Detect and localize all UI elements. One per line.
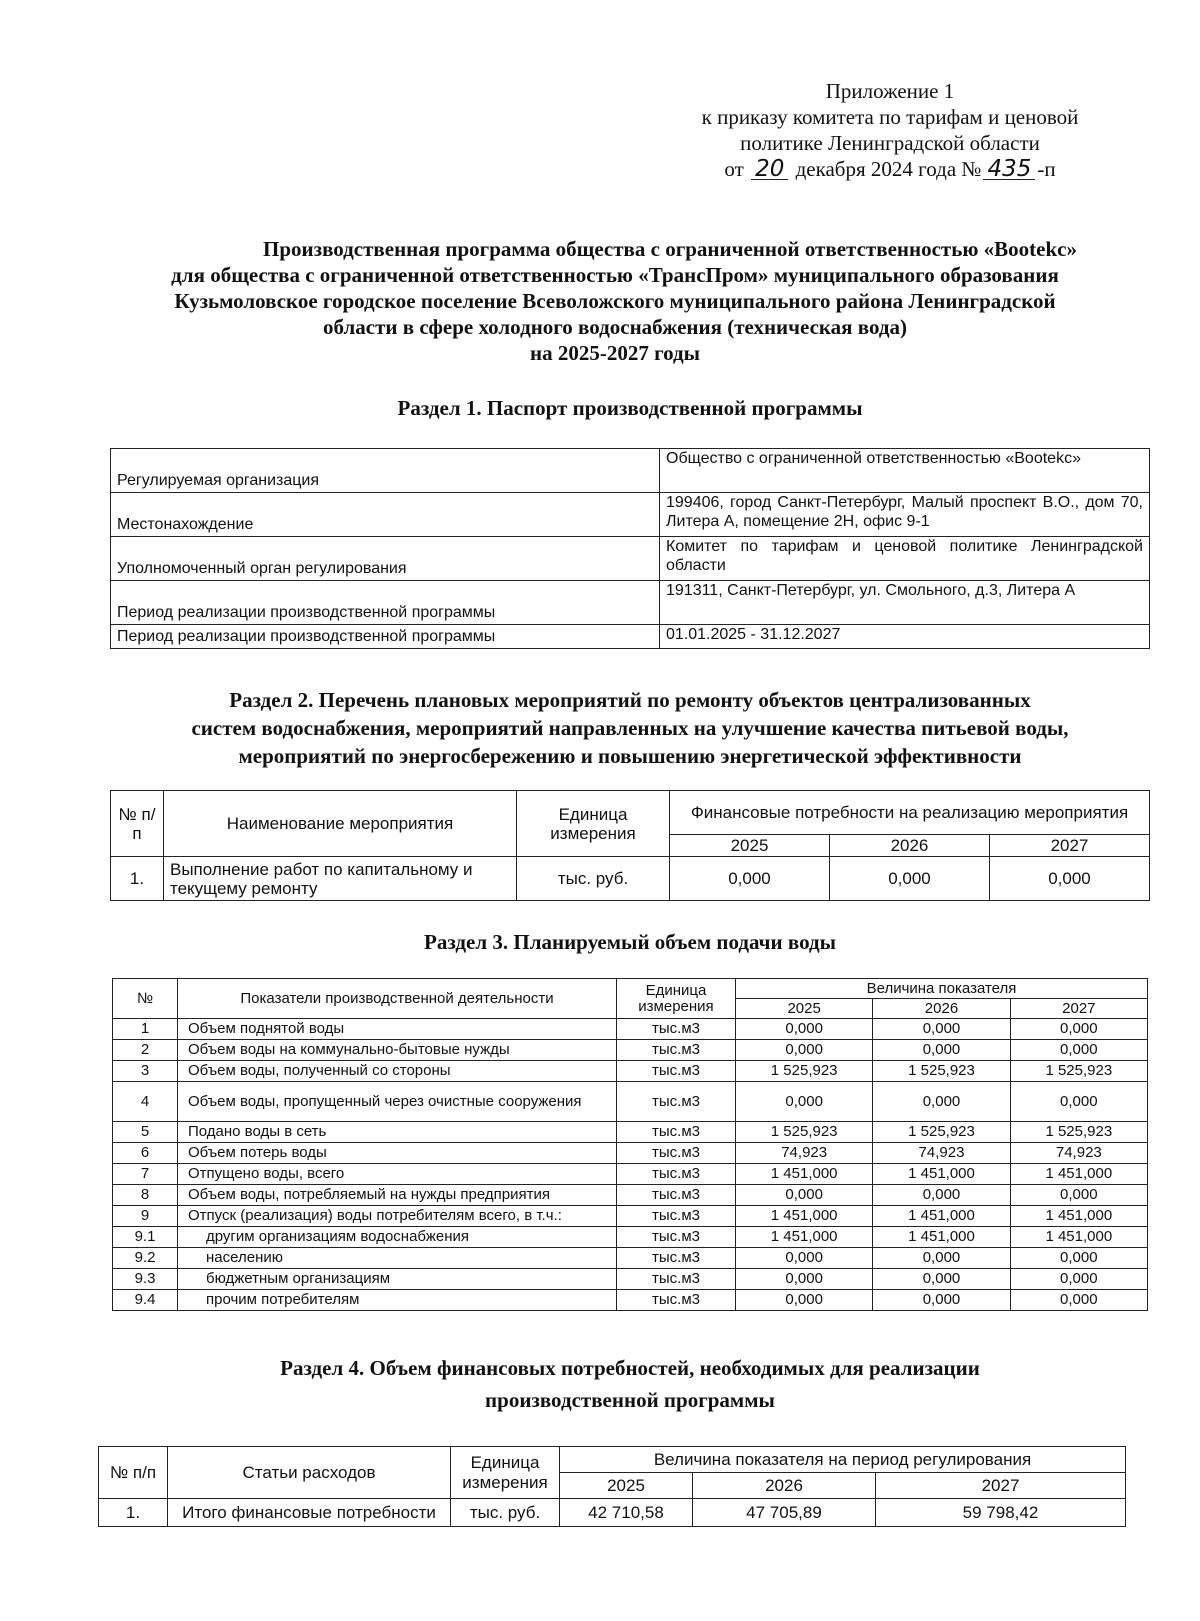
table-row xyxy=(111,493,1150,537)
passport-value: 01.01.2025 - 31.12.2027 xyxy=(660,625,1150,649)
table-row xyxy=(111,625,1150,649)
section2-heading-line2: систем водоснабжения, мероприятий направленных на улучшение качества питьевой воды, xyxy=(191,716,1069,740)
measures-table xyxy=(110,790,1150,901)
cell-name: Отпуск (реализация) воды потребителям всего, в т.ч.: xyxy=(178,1206,617,1227)
cell-2027: 0,000 xyxy=(989,857,1149,901)
cell-unit: тыс.м3 xyxy=(617,1122,736,1143)
section2-heading-line3: мероприятий по энергосбережению и повышению энергетической эффективности xyxy=(238,744,1022,768)
cell-name: прочим потребителям xyxy=(178,1290,617,1311)
cell-2026: 0,000 xyxy=(873,1019,1010,1040)
cell-2025: 1 451,000 xyxy=(736,1164,873,1185)
cell-2025: 0,000 xyxy=(736,1040,873,1061)
table-row xyxy=(113,1019,1148,1040)
section3-heading: Раздел 3. Планируемый объем подачи воды xyxy=(424,930,836,954)
cell-2026: 1 451,000 xyxy=(873,1164,1010,1185)
cell-2026: 0,000 xyxy=(873,1290,1010,1311)
cell-2025: 0,000 xyxy=(670,857,830,901)
header-unit: Единица измерения xyxy=(451,1447,560,1499)
cell-name: Итого финансовые потребности xyxy=(168,1499,451,1527)
cell-name: Объем воды, пропущенный через очистные сооружения xyxy=(178,1082,617,1122)
cell-unit: тыс.м3 xyxy=(617,1019,736,1040)
section4-heading xyxy=(110,1352,1150,1416)
appendix-date-line xyxy=(660,156,1120,182)
passport-key: Уполномоченный орган регулирования xyxy=(111,537,660,581)
cell-2026: 47 705,89 xyxy=(693,1499,876,1527)
header-year-2027: 2027 xyxy=(989,835,1149,857)
cell-unit: тыс. руб. xyxy=(517,857,670,901)
number-suffix: -п xyxy=(1037,157,1056,181)
appendix-line3: политике Ленинградской области xyxy=(740,131,1040,155)
header-year-2025: 2025 xyxy=(560,1473,693,1499)
cell-2025: 1 525,923 xyxy=(736,1122,873,1143)
cell-num: 6 xyxy=(113,1143,178,1164)
cell-unit: тыс.м3 xyxy=(617,1143,736,1164)
cell-unit: тыс.м3 xyxy=(617,1269,736,1290)
table-row xyxy=(113,1269,1148,1290)
financial-needs-table xyxy=(98,1446,1126,1527)
cell-name: Подано воды в сеть xyxy=(178,1122,617,1143)
cell-num: 1 xyxy=(113,1019,178,1040)
appendix-block xyxy=(660,78,1120,182)
section1-heading: Раздел 1. Паспорт производственной программы xyxy=(397,396,863,420)
cell-2025: 42 710,58 xyxy=(560,1499,693,1527)
handwritten-day: 20 xyxy=(751,159,788,180)
table-row xyxy=(113,1164,1148,1185)
cell-2026: 0,000 xyxy=(873,1248,1010,1269)
cell-2027: 0,000 xyxy=(1010,1290,1147,1311)
passport-value: 191311, Санкт-Петербург, ул. Смольного, д.3, Литера А xyxy=(660,581,1150,625)
header-year-2026: 2026 xyxy=(873,999,1010,1019)
cell-unit: тыс.м3 xyxy=(617,1248,736,1269)
section2-heading xyxy=(100,686,1160,770)
cell-2025: 0,000 xyxy=(736,1185,873,1206)
cell-unit: тыс.м3 xyxy=(617,1082,736,1122)
cell-2027: 0,000 xyxy=(1010,1248,1147,1269)
title-line1: Производственная программа общества с ограниченной ответственностью «Вootekc» xyxy=(263,237,1077,261)
appendix-line2: к приказу комитета по тарифам и ценовой xyxy=(701,105,1079,129)
header-num: № xyxy=(113,979,178,1019)
cell-unit: тыс.м3 xyxy=(617,1040,736,1061)
table-row xyxy=(113,1143,1148,1164)
header-unit: Единица измерения xyxy=(517,791,670,857)
cell-2027: 1 525,923 xyxy=(1010,1061,1147,1082)
table-row xyxy=(99,1499,1126,1527)
document-title xyxy=(100,236,1130,366)
cell-2026: 1 451,000 xyxy=(873,1206,1010,1227)
cell-2027: 0,000 xyxy=(1010,1269,1147,1290)
cell-unit: тыс.м3 xyxy=(617,1185,736,1206)
passport-value: Комитет по тарифам и ценовой политике Ленинградской области xyxy=(660,537,1150,581)
appendix-line1: Приложение 1 xyxy=(825,79,955,103)
table-row xyxy=(113,1122,1148,1143)
cell-name: Объем потерь воды xyxy=(178,1143,617,1164)
passport-key: Период реализации производственной программы xyxy=(111,625,660,649)
cell-name: населению xyxy=(178,1248,617,1269)
water-supply-rows xyxy=(113,1019,1148,1311)
cell-unit: тыс. руб. xyxy=(451,1499,560,1527)
header-year-2025: 2025 xyxy=(736,999,873,1019)
cell-num: 5 xyxy=(113,1122,178,1143)
table-row xyxy=(113,1290,1148,1311)
section4-heading-line1: Раздел 4. Объем финансовых потребностей, необходимых для реализации xyxy=(280,1356,980,1380)
cell-num: 9.2 xyxy=(113,1248,178,1269)
table-row xyxy=(113,1248,1148,1269)
cell-2025: 0,000 xyxy=(736,1082,873,1122)
table-row xyxy=(113,1206,1148,1227)
cell-2026: 0,000 xyxy=(873,1185,1010,1206)
cell-num: 1. xyxy=(111,857,164,901)
cell-2025: 0,000 xyxy=(736,1248,873,1269)
header-year-2027: 2027 xyxy=(1010,999,1147,1019)
cell-unit: тыс.м3 xyxy=(617,1061,736,1082)
table-row xyxy=(111,449,1150,493)
header-year-2027: 2027 xyxy=(876,1473,1126,1499)
cell-name: Объем воды, потребляемый на нужды предприятия xyxy=(178,1185,617,1206)
cell-name: Выполнение работ по капитальному и текущему ремонту xyxy=(164,857,517,901)
section4-heading-line2: производственной программы xyxy=(485,1388,775,1412)
header-name: Показатели производственной деятельности xyxy=(178,979,617,1019)
table-row xyxy=(113,1185,1148,1206)
title-line5: на 2025-2027 годы xyxy=(529,341,701,365)
passport-key: Период реализации производственной программы xyxy=(111,581,660,625)
cell-num: 2 xyxy=(113,1040,178,1061)
cell-2025: 1 451,000 xyxy=(736,1206,873,1227)
table-row xyxy=(111,581,1150,625)
cell-2027: 1 525,923 xyxy=(1010,1122,1147,1143)
cell-unit: тыс.м3 xyxy=(617,1206,736,1227)
title-line3: Кузьмоловское городское поселение Всеволожского муниципального района Ленинградской xyxy=(174,289,1056,313)
header-value: Величина показателя xyxy=(736,979,1148,999)
table-header-row xyxy=(99,1447,1126,1473)
cell-2026: 0,000 xyxy=(829,857,989,901)
passport-table xyxy=(110,448,1150,649)
table-row xyxy=(111,857,1150,901)
header-finance: Финансовые потребности на реализацию мероприятия xyxy=(670,791,1150,835)
cell-2025: 0,000 xyxy=(736,1269,873,1290)
cell-2027: 0,000 xyxy=(1010,1082,1147,1122)
table-header-row xyxy=(111,791,1150,835)
water-supply-table xyxy=(112,978,1148,1311)
passport-key: Регулируемая организация xyxy=(111,449,660,493)
cell-num: 1. xyxy=(99,1499,168,1527)
cell-2025: 1 525,923 xyxy=(736,1061,873,1082)
passport-key: Местонахождение xyxy=(111,493,660,537)
title-line4: области в сфере холодного водоснабжения (техническая вода) xyxy=(322,315,907,339)
header-year-2025: 2025 xyxy=(670,835,830,857)
cell-name: бюджетным организациям xyxy=(178,1269,617,1290)
cell-num: 9.1 xyxy=(113,1227,178,1248)
header-num: № п/п xyxy=(99,1447,168,1499)
cell-num: 9.4 xyxy=(113,1290,178,1311)
cell-2026: 1 451,000 xyxy=(873,1227,1010,1248)
cell-num: 9 xyxy=(113,1206,178,1227)
cell-unit: тыс.м3 xyxy=(617,1290,736,1311)
cell-num: 4 xyxy=(113,1082,178,1122)
cell-name: Объем поднятой воды xyxy=(178,1019,617,1040)
cell-name: Объем воды, полученный со стороны xyxy=(178,1061,617,1082)
cell-2027: 1 451,000 xyxy=(1010,1164,1147,1185)
table-row xyxy=(111,537,1150,581)
cell-unit: тыс.м3 xyxy=(617,1227,736,1248)
cell-2026: 1 525,923 xyxy=(873,1061,1010,1082)
date-prefix: от xyxy=(724,157,744,181)
cell-2027: 1 451,000 xyxy=(1010,1227,1147,1248)
table-row xyxy=(113,1061,1148,1082)
handwritten-number: 435 xyxy=(983,159,1035,180)
table-row xyxy=(113,1040,1148,1061)
cell-2025: 74,923 xyxy=(736,1143,873,1164)
cell-2026: 0,000 xyxy=(873,1040,1010,1061)
header-name: Статьи расходов xyxy=(168,1447,451,1499)
cell-num: 7 xyxy=(113,1164,178,1185)
header-year-2026: 2026 xyxy=(693,1473,876,1499)
cell-2026: 0,000 xyxy=(873,1082,1010,1122)
cell-name: другим организациям водоснабжения xyxy=(178,1227,617,1248)
date-middle: декабря 2024 года № xyxy=(795,157,982,181)
cell-name: Объем воды на коммунально-бытовые нужды xyxy=(178,1040,617,1061)
cell-2027: 1 451,000 xyxy=(1010,1206,1147,1227)
cell-2027: 0,000 xyxy=(1010,1185,1147,1206)
passport-value: 199406, город Санкт-Петербург, Малый проспект В.О., дом 70, Литера А, помещение 2Н, офис 9-1 xyxy=(660,493,1150,537)
passport-value: Общество с ограниченной ответственностью «Вootekc» xyxy=(660,449,1150,493)
header-value: Величина показателя на период регулирования xyxy=(560,1447,1126,1473)
table-row xyxy=(113,1082,1148,1122)
cell-2026: 74,923 xyxy=(873,1143,1010,1164)
header-num: № п/п xyxy=(111,791,164,857)
table-row xyxy=(113,1227,1148,1248)
cell-unit: тыс.м3 xyxy=(617,1164,736,1185)
header-year-2026: 2026 xyxy=(829,835,989,857)
cell-num: 9.3 xyxy=(113,1269,178,1290)
cell-2027: 0,000 xyxy=(1010,1040,1147,1061)
section2-heading-line1: Раздел 2. Перечень плановых мероприятий по ремонту объектов централизованных xyxy=(229,688,1031,712)
header-unit: Единица измерения xyxy=(617,979,736,1019)
cell-2025: 0,000 xyxy=(736,1290,873,1311)
cell-2026: 0,000 xyxy=(873,1269,1010,1290)
cell-2025: 1 451,000 xyxy=(736,1227,873,1248)
cell-name: Отпущено воды, всего xyxy=(178,1164,617,1185)
header-name: Наименование мероприятия xyxy=(164,791,517,857)
cell-2027: 59 798,42 xyxy=(876,1499,1126,1527)
title-line2: для общества с ограниченной ответственностью «ТрансПром» муниципального образования xyxy=(171,263,1059,287)
table-header-row xyxy=(113,979,1148,999)
cell-num: 3 xyxy=(113,1061,178,1082)
cell-num: 8 xyxy=(113,1185,178,1206)
cell-2027: 74,923 xyxy=(1010,1143,1147,1164)
cell-2027: 0,000 xyxy=(1010,1019,1147,1040)
cell-2025: 0,000 xyxy=(736,1019,873,1040)
cell-2026: 1 525,923 xyxy=(873,1122,1010,1143)
